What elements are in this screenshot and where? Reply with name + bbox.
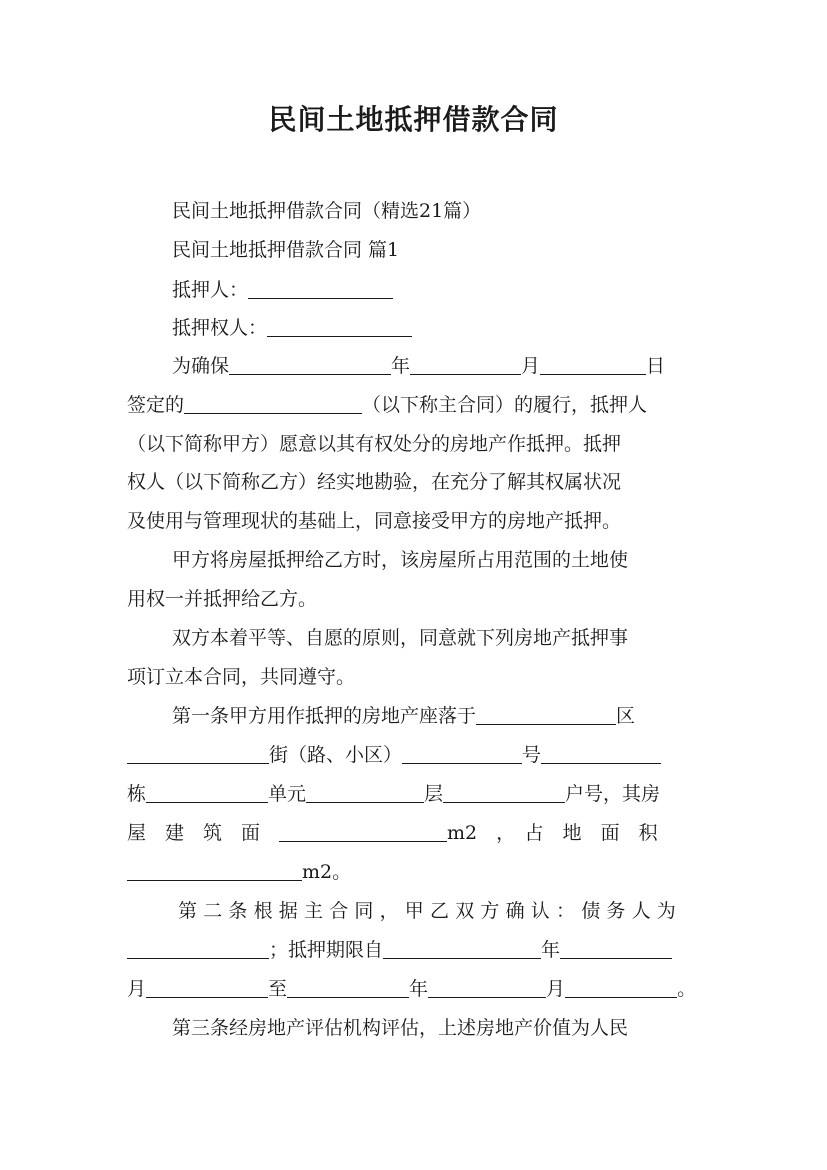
fill-blank[interactable] xyxy=(428,977,546,998)
text: 为确保 xyxy=(172,355,230,377)
paragraph-line xyxy=(127,662,701,692)
debtor-blank[interactable] xyxy=(127,938,269,959)
unit-blank[interactable] xyxy=(306,782,424,803)
street-blank[interactable] xyxy=(127,743,269,764)
text: 年 xyxy=(541,939,561,961)
text: m2 ， 占 地 面 积 xyxy=(447,822,658,844)
text: 民间土地抵押借款合同（精选21篇） xyxy=(172,200,482,222)
text: 层 xyxy=(424,783,444,805)
article-two-line xyxy=(127,974,701,1004)
text: 号 xyxy=(522,744,542,766)
fill-blank[interactable] xyxy=(541,743,661,764)
mortgagee-line xyxy=(172,313,701,343)
label: 抵押权人： xyxy=(172,317,268,339)
building-blank[interactable] xyxy=(146,782,268,803)
paragraph-line xyxy=(127,584,701,614)
article-one-line xyxy=(127,818,701,848)
text: 第一条甲方用作抵押的房地产座落于 xyxy=(172,705,477,727)
text: 屋 建 筑 面 xyxy=(127,822,280,844)
text: 月 xyxy=(127,978,147,1000)
text: 年 xyxy=(409,978,429,1000)
fill-blank[interactable] xyxy=(560,938,672,959)
text: 单元 xyxy=(268,783,307,805)
text: 及使用与管理现状的基础上，同意接受甲方的房地产抵押。 xyxy=(127,510,622,532)
subtitle-line xyxy=(172,196,701,226)
mortgagee-blank[interactable] xyxy=(267,316,412,337)
paragraph-line xyxy=(172,623,701,653)
text: 月 xyxy=(521,355,541,377)
paragraph-line xyxy=(172,545,701,575)
paragraph-line xyxy=(127,506,701,536)
paragraph-line xyxy=(172,351,701,381)
article-three-line xyxy=(172,1013,701,1043)
article-one-line xyxy=(127,740,701,770)
text: （以下称主合同）的履行，抵押人 xyxy=(362,394,648,416)
text: 甲方将房屋抵押给乙方时，该房屋所占用范围的土地使 xyxy=(172,549,629,571)
text: 签定的 xyxy=(127,394,185,416)
article-one-line xyxy=(127,779,701,809)
text: m2。 xyxy=(302,861,352,883)
text: 双方本着平等、自愿的原则，同意就下列房地产抵押事 xyxy=(172,627,629,649)
fill-blank[interactable] xyxy=(410,354,521,375)
text: 第三条经房地产评估机构评估，上述房地产价值为人民 xyxy=(172,1017,629,1039)
text: 户号，其房 xyxy=(565,783,661,805)
text: 项订立本合同，共同遵守。 xyxy=(127,666,356,688)
text: 区 xyxy=(616,705,636,727)
text: 用权一并抵押给乙方。 xyxy=(127,588,318,610)
fill-blank[interactable] xyxy=(229,354,391,375)
fill-blank[interactable] xyxy=(383,938,541,959)
text: 月 xyxy=(546,978,566,1000)
fill-blank[interactable] xyxy=(540,354,646,375)
article-two-line xyxy=(127,935,701,965)
document-title: 民间土地抵押借款合同 xyxy=(268,103,559,136)
mortgagor-line xyxy=(172,275,701,305)
text: 至 xyxy=(268,978,288,1000)
text: 权人（以下简称乙方）经实地勘验，在充分了解其权属状况 xyxy=(127,471,622,493)
text: 街（路、小区） xyxy=(269,744,403,766)
article-one-line xyxy=(127,857,701,887)
district-blank[interactable] xyxy=(476,704,616,725)
paragraph-line xyxy=(127,429,701,459)
text: 民间土地抵押借款合同 篇1 xyxy=(172,239,400,261)
text: 栋 xyxy=(127,783,147,805)
paragraph-line xyxy=(127,467,701,497)
label: 抵押人： xyxy=(172,279,249,301)
paragraph-line xyxy=(127,390,701,420)
fill-blank[interactable] xyxy=(146,977,268,998)
article-two-line xyxy=(178,896,701,926)
fill-blank[interactable] xyxy=(565,977,677,998)
number-blank[interactable] xyxy=(402,743,522,764)
text: 。 xyxy=(677,978,697,1000)
text: ；抵押期限自 xyxy=(269,939,384,961)
text: （以下简称甲方）愿意以其有权处分的房地产作抵押。抵押 xyxy=(127,433,622,455)
text: 第二条根据主合同，甲乙双方确认：债务人为 xyxy=(178,900,683,922)
fill-blank[interactable] xyxy=(184,393,362,414)
floor-blank[interactable] xyxy=(443,782,565,803)
article-one-line xyxy=(172,701,701,731)
section-heading xyxy=(172,235,701,265)
mortgagor-blank[interactable] xyxy=(248,278,393,299)
land-area-blank[interactable] xyxy=(127,860,302,881)
fill-blank[interactable] xyxy=(287,977,409,998)
text: 年 xyxy=(391,355,411,377)
floor-area-blank[interactable] xyxy=(279,821,447,842)
text: 日 xyxy=(646,355,666,377)
